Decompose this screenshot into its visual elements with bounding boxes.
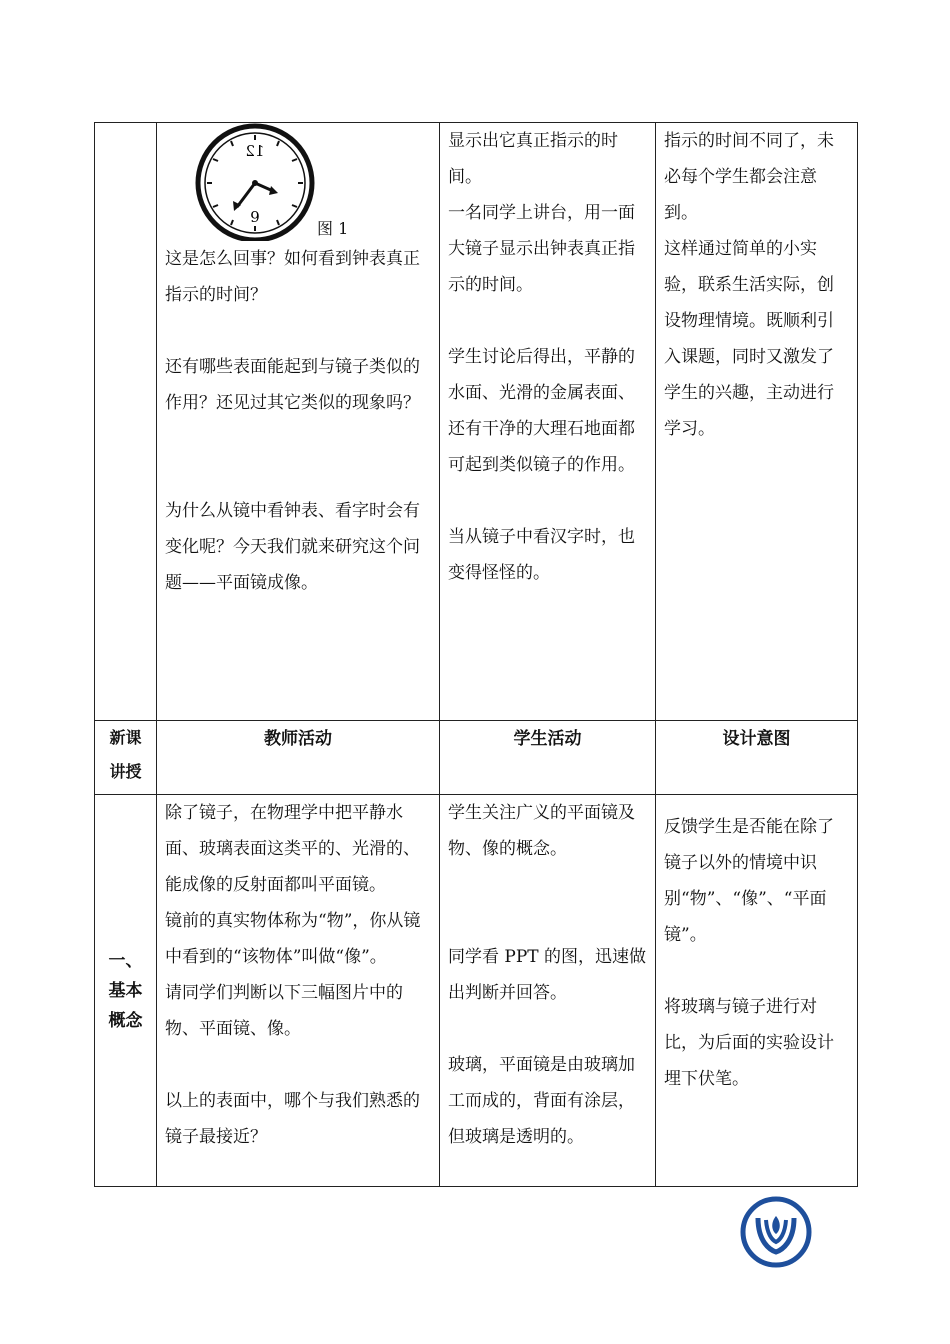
section-cell-empty: [95, 123, 157, 721]
school-logo-icon: [740, 1196, 812, 1268]
student-text-4: 当从镜子中看汉字时，也变得怪怪的。: [448, 527, 635, 583]
student-text-7: 玻璃，平面镜是由玻璃加工而成的，背面有涂层，但玻璃是透明的。: [448, 1055, 635, 1147]
student-text-3: 学生讨论后得出，平静的水面、光滑的金属表面、还有干净的大理石地面都可起到类似镜子的作用。: [448, 347, 635, 475]
header-teacher: 教师活动: [157, 721, 440, 795]
design-intent-cell: [656, 123, 858, 721]
figure-1: [165, 123, 431, 241]
student-text-1: 显示出它真正指示的时间。: [448, 131, 618, 187]
student-activity-cell: [440, 123, 656, 721]
figure-caption: 图 1: [317, 219, 349, 238]
teacher-activity-cell: [157, 123, 440, 721]
student-text-5: 学生关注广义的平面镜及物、像的概念。: [448, 803, 635, 859]
student-text-2: 一名同学上讲台，用一面大镜子显示出钟表真正指示的时间。: [448, 203, 635, 295]
clock-numeral-12: 12: [245, 142, 265, 160]
table-row-intro: [95, 123, 858, 721]
teacher-text-3: 请同学们判断以下三幅图片中的物、平面镜、像。: [165, 983, 403, 1039]
table-row-basic-concepts: [95, 795, 858, 1187]
student-activity-cell-2: [440, 795, 656, 1187]
design-text-1: 指示的时间不同了，未必每个学生都会注意到。: [664, 131, 834, 223]
header-design: 设计意图: [656, 721, 858, 795]
design-text-2: 这样通过简单的小实验，联系生活实际，创设物理情境。既顺利引入课题，同时又激发了学生的兴趣，主动进行学习。: [664, 239, 834, 439]
teacher-question-1: 这是怎么回事？如何看到钟表真正指示的时间？: [165, 249, 420, 305]
design-intent-cell-2: [656, 795, 858, 1187]
student-text-6: 同学看 PPT 的图，迅速做出判断并回答。: [448, 947, 647, 1003]
teacher-activity-cell-2: [157, 795, 440, 1187]
design-text-4: 将玻璃与镜子进行对比，为后面的实验设计埋下伏笔。: [664, 997, 834, 1089]
teacher-question-2: 还有哪些表面能起到与镜子类似的作用？还见过其它类似的现象吗？: [165, 357, 420, 413]
clock-minute-hand: [237, 183, 255, 207]
teacher-text-1: 除了镜子，在物理学中把平静水面、玻璃表面这类平的、光滑的、能成像的反射面都叫平面镜。: [165, 803, 420, 895]
clock-numeral-6: 6: [250, 207, 260, 225]
table-header-row: [95, 721, 858, 795]
header-student: 学生活动: [440, 721, 656, 795]
section-basic-concepts: 一、基本概念: [95, 795, 157, 1187]
lesson-plan-table: [94, 122, 858, 1187]
teacher-text-4: 以上的表面中，哪个与我们熟悉的镜子最接近？: [165, 1091, 420, 1147]
teacher-text-2: 镜前的真实物体称为“物”，你从镜中看到的“该物体”叫做“像”。: [165, 911, 421, 967]
clock-hour-arrow: [269, 186, 278, 195]
design-text-3: 反馈学生是否能在除了镜子以外的情境中识别“物”、“像”、“平面镜”。: [664, 817, 834, 945]
teacher-question-3: 为什么从镜中看钟表、看字时会有变化呢？今天我们就来研究这个问题——平面镜成像。: [165, 501, 420, 593]
mirrored-clock-image: [193, 123, 323, 241]
header-section: 新课讲授: [95, 721, 157, 795]
